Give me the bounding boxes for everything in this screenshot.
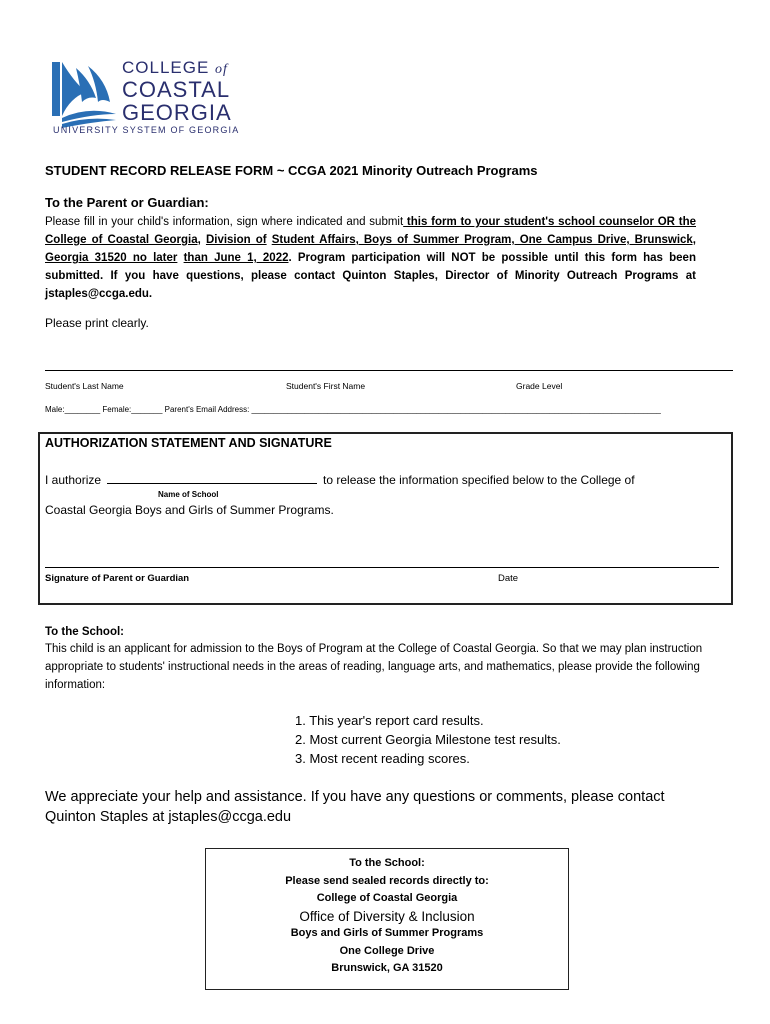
authorization-title: AUTHORIZATION STATEMENT AND SIGNATURE <box>45 436 332 450</box>
list-item: 3. Most recent reading scores. <box>295 751 470 766</box>
parent-greeting: To the Parent or Guardian: <box>45 195 209 210</box>
first-name-label: Student's First Name <box>286 381 366 391</box>
thanks-paragraph: We appreciate your help and assistance. If you have any questions or comments, please contact Quinton Staples at jstaples@ccga.edu <box>45 789 665 825</box>
name-of-school-label: Name of School <box>158 490 219 499</box>
list-item: 1. This year's report card results. <box>295 713 484 728</box>
logo-subline: UNIVERSITY SYSTEM OF GEORGIA <box>53 125 240 135</box>
gender-email-line[interactable]: Male:________ Female:_______ Parent's Email Address: ____________________________________________________________________________________________ <box>45 405 661 414</box>
list-item: 2. Most current Georgia Milestone test results. <box>295 732 561 747</box>
student-name-line[interactable] <box>45 370 733 371</box>
authorization-statement: I authorize to release the information specified below to the College of <box>45 473 635 487</box>
address-office: Office of Diversity & Inclusion <box>299 908 475 924</box>
last-name-label: Student's Last Name <box>45 381 124 391</box>
address-line: College of Coastal Georgia <box>316 892 458 904</box>
address-line: One College Drive <box>339 944 435 957</box>
address-line: To the School: <box>349 857 425 869</box>
address-line: Boys and Girls of Summer Programs <box>290 927 484 939</box>
school-heading: To the School: <box>45 626 125 638</box>
mailing-address <box>205 855 569 978</box>
print-clearly-note: Please print clearly. <box>45 316 149 330</box>
school-paragraph: This child is an applicant for admission to the Boys of Program at the College of Coastal Georgia. So that we may plan instruction appropriate to students' instructional needs in the areas of reading, language arts, and mathematics, please provide the following information: <box>45 643 703 691</box>
logo-line-college: COLLEGE of <box>122 58 228 77</box>
grade-level-label: Grade Level <box>516 381 563 391</box>
intro-paragraph: Please fill in your child's information, sign where indicated and submit this form to your student's school counselor OR the College of Coastal Georgia, Division of Student Affairs, Boys of Summer Program, One Campus Drive, Brunswick, Georgia 31520 no later than June 1, 2022. Program participation will NOT be possible until this form has been submitted. If you have questions, please contact Quinton Staples, Director of Minority Outreach Programs at jstaples@ccga.edu. <box>45 216 696 300</box>
logo-line-coastal: COASTAL <box>122 77 231 102</box>
address-line: Brunswick, GA 31520 <box>331 962 443 974</box>
authorization-statement-cont: Coastal Georgia Boys and Girls of Summer Programs. <box>45 503 334 517</box>
form-title: STUDENT RECORD RELEASE FORM ~ CCGA 2021 Minority Outreach Programs <box>45 163 538 178</box>
signature-line[interactable] <box>45 567 719 568</box>
date-label: Date <box>498 573 519 584</box>
requested-records-list <box>295 711 561 768</box>
school-name-field[interactable] <box>107 474 317 484</box>
logo-line-georgia: GEORGIA <box>122 100 232 125</box>
signature-label: Signature of Parent or Guardian <box>45 573 190 584</box>
address-line: Please send sealed records directly to: <box>285 874 489 887</box>
